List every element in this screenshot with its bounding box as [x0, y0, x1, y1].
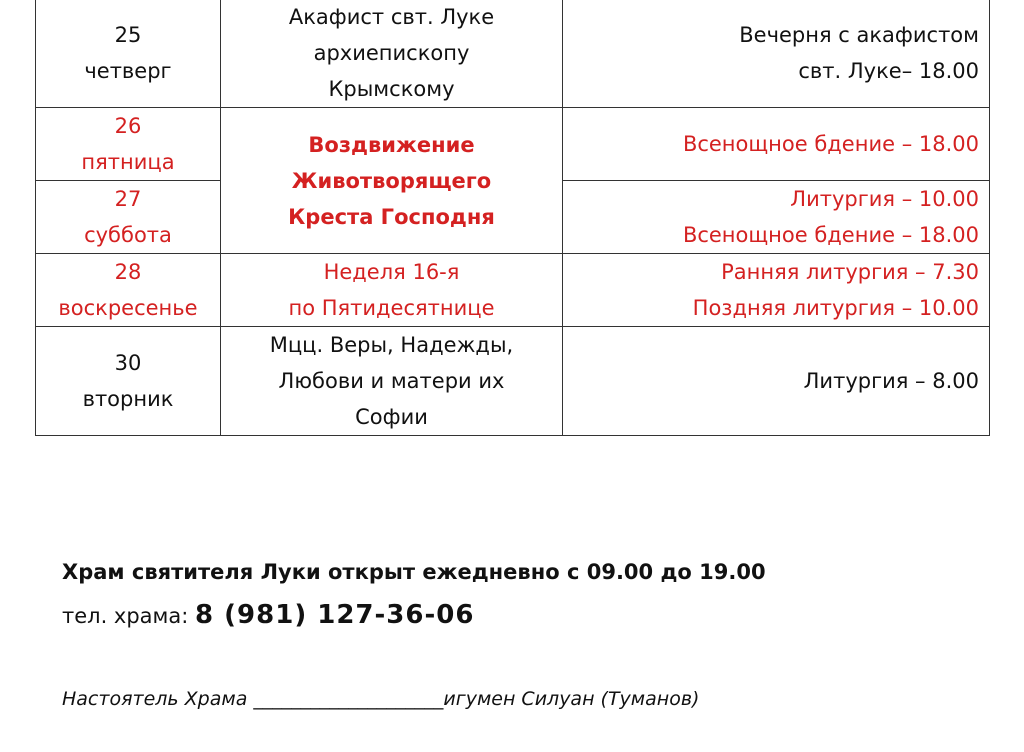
opening-hours: Храм святителя Луки открыт ежедневно с 09.00 до 19.00: [62, 560, 766, 584]
service-line: Всенощное бдение – 18.00: [682, 223, 979, 247]
weekday: вторник: [82, 387, 174, 411]
date-cell: [36, 254, 221, 327]
service-line: Вечерня с акафистом: [739, 23, 979, 47]
service-cell: [563, 108, 990, 181]
day-number: 28: [114, 260, 142, 284]
feast-cell: [221, 108, 563, 254]
event-line: Любови и матери их: [278, 369, 505, 393]
rector-signature-line: Настоятель Храма ____________________игумен Силуан (Туманов): [62, 688, 700, 710]
event-line: Неделя 16-я: [323, 260, 460, 284]
event-line: архиепископу: [313, 41, 470, 65]
service-line: Литургия – 10.00: [790, 187, 979, 211]
event-cell: [221, 254, 563, 327]
table-row: [36, 108, 990, 181]
table-row: [36, 0, 990, 108]
event-cell: [221, 0, 563, 108]
day-number: 25: [114, 23, 142, 47]
event-line: Софии: [355, 405, 428, 429]
event-line: Крымскому: [328, 77, 455, 101]
phone-number: 8 (981) 127-36-06: [195, 600, 475, 630]
weekday: четверг: [84, 59, 172, 83]
table-row: [36, 327, 990, 436]
event-line: Акафист свт. Луке: [288, 5, 495, 29]
service-cell: [563, 0, 990, 108]
service-cell: [563, 254, 990, 327]
service-cell: [563, 327, 990, 436]
feast-line: Воздвижение: [308, 132, 475, 157]
event-line: по Пятидесятнице: [288, 296, 495, 320]
phone-label: тел. храма:: [62, 604, 196, 628]
date-cell: [36, 181, 221, 254]
date-cell: [36, 0, 221, 108]
service-line: Поздняя литургия – 10.00: [692, 296, 979, 320]
service-line: Всенощное бдение – 18.00: [682, 132, 979, 156]
day-number: 26: [114, 114, 142, 138]
weekday: суббота: [84, 223, 172, 247]
event-cell: [221, 327, 563, 436]
event-line: Мцц. Веры, Надежды,: [269, 333, 514, 357]
feast-line: Животворящего: [291, 168, 492, 193]
table-row: [36, 254, 990, 327]
service-line: Ранняя литургия – 7.30: [721, 260, 979, 284]
feast-line: Креста Господня: [288, 204, 495, 229]
date-cell: [36, 108, 221, 181]
weekday: пятница: [81, 150, 175, 174]
day-number: 27: [114, 187, 142, 211]
phone-line: [62, 600, 474, 630]
service-cell: [563, 181, 990, 254]
schedule-table: [35, 0, 990, 436]
service-line: Литургия – 8.00: [803, 369, 979, 393]
day-number: 30: [114, 351, 142, 375]
service-line: свт. Луке– 18.00: [798, 59, 979, 83]
date-cell: [36, 327, 221, 436]
weekday: воскресенье: [58, 296, 198, 320]
